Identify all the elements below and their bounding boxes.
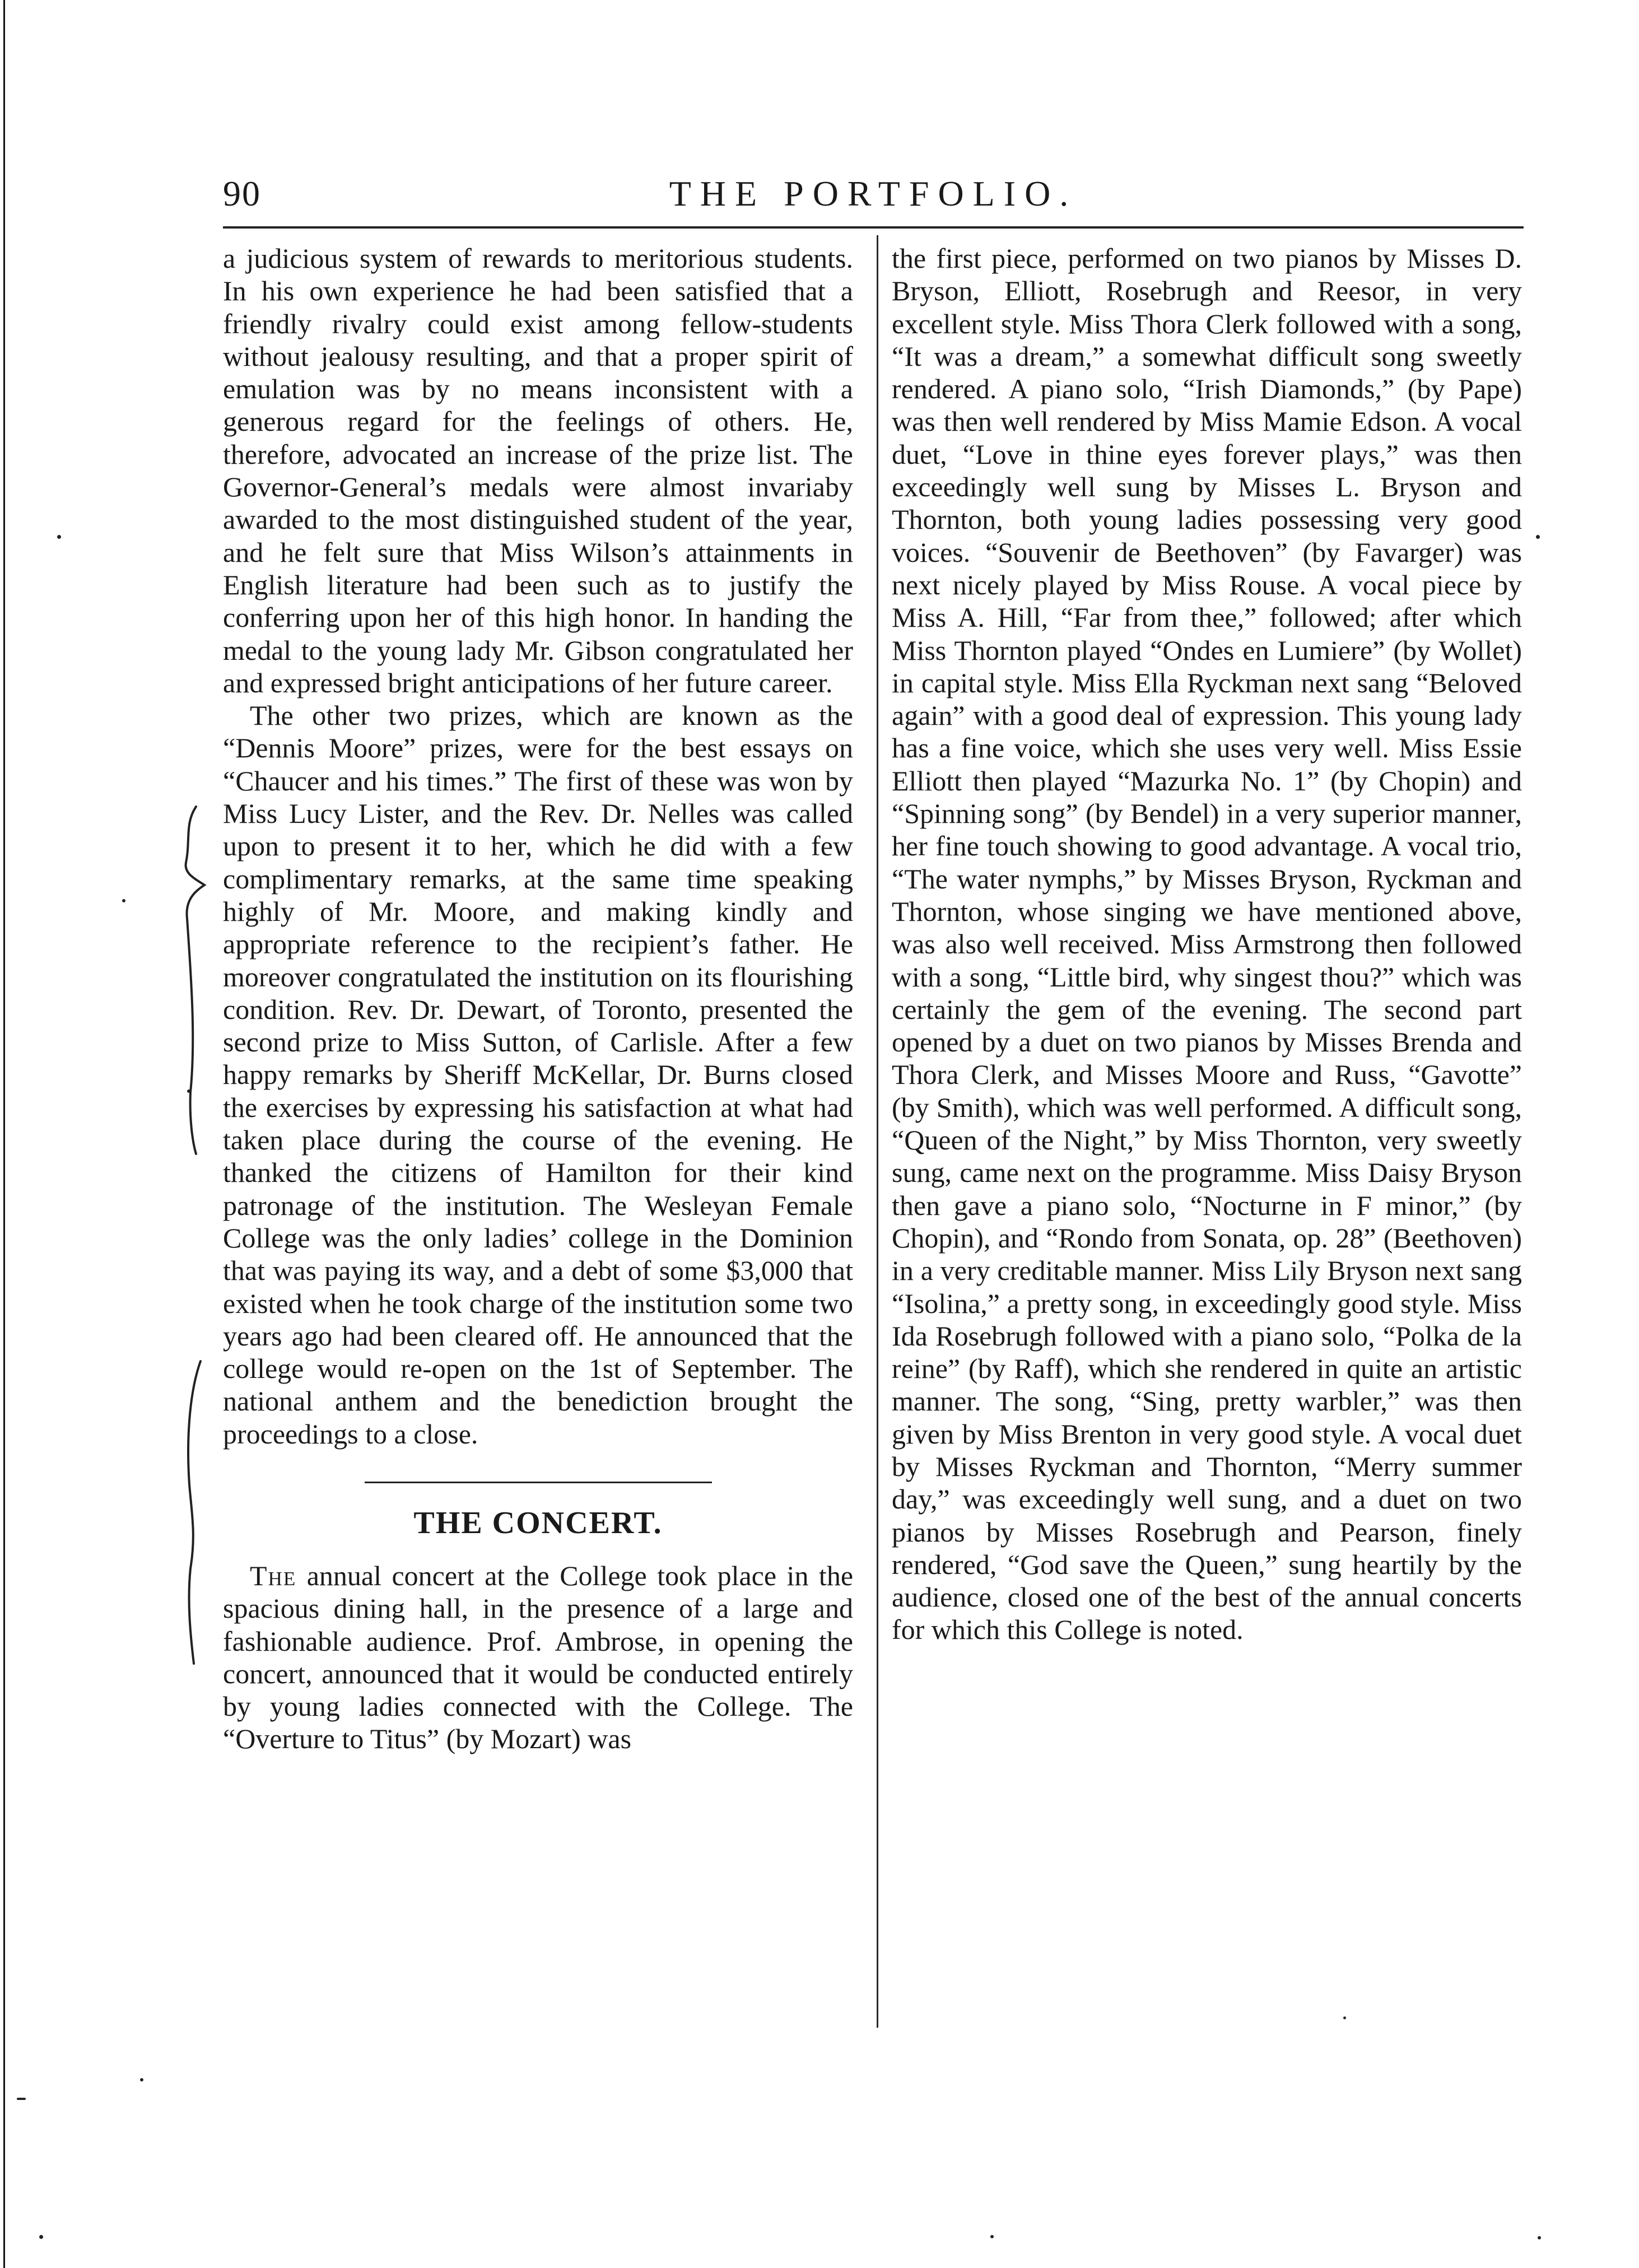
scan-speck	[39, 2235, 43, 2239]
scan-speck	[140, 2078, 143, 2081]
article-paragraph-1: a judicious system of rewards to meritorious students. In his own experience he had been satisfied that a friendly rivalry could exist among fellow-students without jealousy resulting, and that a proper spirit of emulation was by no means inconsistent with a generous regard for the feelings of others. He, therefore, advocated an increase of the prize list. The Governor-General’s medals were almost invariaby awarded to the most distinguished student of the year, and he felt sure that Miss Wilson’s attainments in English literature had been such as to justify the conferring upon her of this high honor. In handing the medal to the young lady Mr. Gibson congratulated her and expressed bright anticipations of her future career.	[223, 243, 853, 698]
concert-paragraph	[223, 1559, 853, 1755]
left-column	[223, 242, 853, 1755]
journal-title: THE PORTFOLIO.	[669, 174, 1078, 213]
margin-bracket-lower	[174, 1356, 224, 1669]
running-head	[223, 168, 1524, 220]
header-rule	[223, 226, 1524, 229]
scan-speck	[17, 2098, 26, 2100]
scan-speck	[1343, 2016, 1346, 2019]
section-divider	[365, 1482, 712, 1483]
scan-speck	[990, 2235, 994, 2238]
column-rule	[877, 235, 878, 2028]
concert-paragraph-text: annual concert at the College took place in the spacious dining hall, in the presence of a large and fashionable audience. Prof. Ambrose, in opening the concert, announced that it would be conducted entirely by young ladies connected with the College. The “Overture to Titus” (by Mozart) was	[223, 1559, 854, 1755]
scan-speck	[187, 1089, 190, 1093]
article-paragraph-2: The other two prizes, which are known as the “Dennis Moore” prizes, were for the best essays on “Chaucer and his times.” The first of these was won by Miss Lucy Lister, and the Rev. Dr. Nelles was called upon to present it to her, which he did with a few complimentary remarks, at the same time speaking highly of Mr. Moore, and making kindly and appropriate reference to the recipient’s father. He moreover congratulated the institution on its flourishing condition. Rev. Dr. Dewart, of Toronto, presented the second prize to Miss Sutton, of Carlisle. After a few happy remarks by Sheriff McKellar, Dr. Burns closed the exercises by expressing his satisfaction at what had taken place during the course of the evening. He thanked the citizens of Hamilton for their kind patronage of the institution. The Wesleyan Female College was the only ladies’ college in the Dominion that was paying its way, and a debt of some $3,000 that existed when he took charge of the institution some two years ago had been cleared off. He announced that the college would re-open on the 1st of September. The national anthem and the benediction brought the proceedings to a close.	[223, 700, 853, 1450]
margin-bracket-upper	[174, 801, 224, 1159]
concert-continuation-paragraph: the first piece, performed on two pianos by Misses D. Bryson, Elliott, Rosebrugh and Reesor, in very excellent style. Miss Thora Clerk followed with a song, “It was a dream,” a somewhat difficult song sweetly rendered. A piano solo, “Irish Diamonds,” (by Pape) was then well rendered by Miss Mamie Edson. A vocal duet, “Love in thine eyes forever plays,” was then exceedingly well sung by Misses L. Bryson and Thornton, both young ladies possessing very good voices. “Souvenir de Beethoven” (by Favarger) was next nicely played by Miss Rouse. A vocal piece by Miss A. Hill, “Far from thee,” followed; after which Miss Thornton played “Ondes en Lumiere” (by Wollet) in capital style. Miss Ella Ryckman next sang “Beloved again” with a good deal of expression. This young lady has a fine voice, which she uses very well. Miss Essie Elliott then played “Mazurka No. 1” (by Chopin) and “Spinning song” (by Bendel) in a very superior manner, her fine touch showing to good advantage. A vocal trio, “The water nymphs,” by Misses Bryson, Ryckman and Thornton, whose singing we have mentioned above, was also well received. Miss Armstrong then followed with a song, “Little bird, why singest thou?” which was certainly the gem of the evening. The second part opened by a duet on two pianos by Misses Brenda and Thora Clerk, and Misses Moore and Russ, “Gavotte” (by Smith), which was well performed. A difficult song, “Queen of the Night,” by Miss Thornton, very sweetly sung, came next on the programme. Miss Daisy Bryson then gave a piano solo, “Nocturne in F minor,” (by Chopin), and “Rondo from Sonata, op. 28” (Beethoven) in a very creditable manner. Miss Lily Bryson next sang “Isolina,” a pretty song, in exceedingly good style. Miss Ida Rosebrugh followed with a piano solo, “Polka de la reine” (by Raff), which she rendered in quite an artistic manner. The song, “Sing, pretty warbler,” was then given by Miss Brenton in very good style. A vocal duet by Misses Ryckman and Thornton, “Merry summer day,” was exceedingly well sung, and a duet on two pianos by Misses Rosebrugh and Pearson, finely rendered, “God save the Queen,” sung heartily by the audience, closed one of the best of the annual concerts for which this College is noted.	[892, 243, 1522, 1646]
scan-speck	[57, 535, 61, 539]
right-column	[892, 242, 1522, 1646]
scan-speck	[1536, 535, 1540, 539]
scan-speck	[1538, 2236, 1541, 2239]
concert-lead-word: The	[250, 1559, 297, 1591]
scan-speck	[122, 899, 125, 902]
scan-border-line	[3, 0, 5, 2268]
section-heading-concert: THE CONCERT.	[413, 1505, 663, 1540]
page-number: 90	[223, 174, 261, 213]
